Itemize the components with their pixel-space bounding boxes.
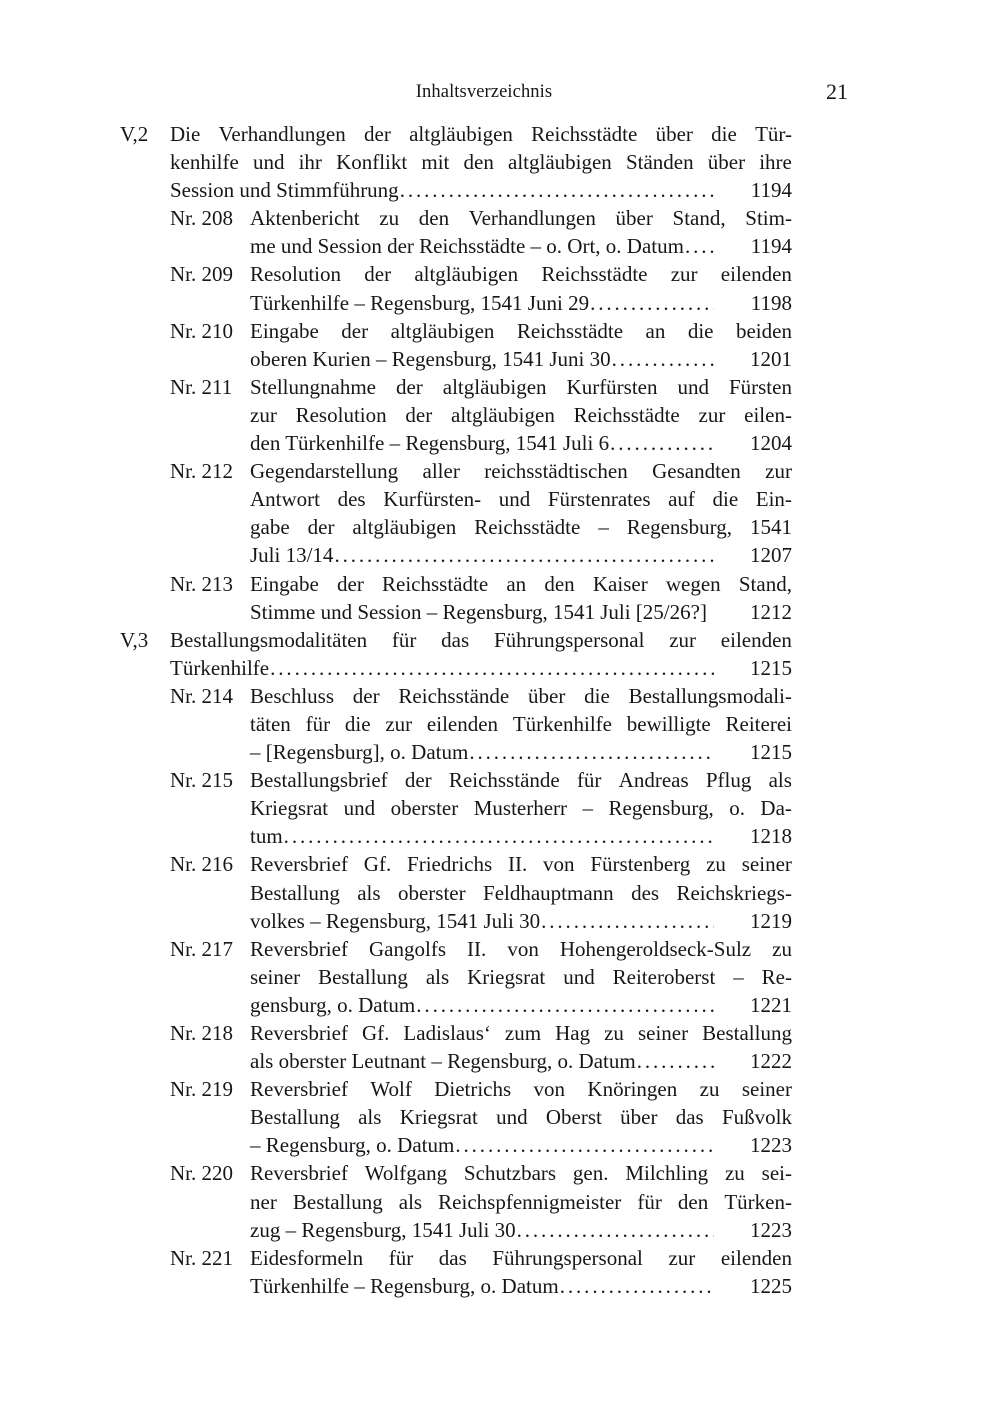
toc-entry[interactable] — [120, 766, 848, 850]
toc-tail-text: den Türkenhilfe – Regensburg, 1541 Juli 6 — [250, 431, 610, 456]
toc-text-line: ner Bestallung als Reichspfennigmeister für den Türken- — [250, 1189, 792, 1214]
toc-tail-line — [250, 738, 792, 766]
dot-leader — [612, 345, 714, 373]
toc-text-line: Gegendarstellung aller reichsstädtischen Gesandten zur — [250, 459, 792, 484]
dot-leader — [610, 429, 714, 457]
toc-item-number: Nr. 217 — [170, 936, 233, 961]
page-folio: 21 — [826, 79, 848, 104]
toc-page-number: 1221 — [750, 992, 792, 1017]
toc-entry[interactable] — [120, 260, 848, 316]
toc-item-number: Nr. 220 — [170, 1161, 233, 1186]
toc-text-line: zur Resolution der altgläubigen Reichsstädte zur eilen- — [250, 402, 792, 427]
toc-item-number: Nr. 210 — [170, 318, 233, 343]
toc-text-line: kenhilfe und ihr Konflikt mit den altgläubigen Ständen über ihre — [170, 150, 792, 175]
toc-text-line: Bestallung als oberster Feldhauptmann des Reichskriegs- — [250, 880, 792, 905]
toc-text-line: seiner Bestallung als Kriegsrat und Reiteroberst – Re- — [250, 964, 792, 989]
dot-leader — [685, 232, 714, 260]
toc-tail-line — [250, 598, 792, 626]
dot-leader — [541, 907, 714, 935]
toc-item-number: Nr. 219 — [170, 1077, 233, 1102]
toc-entry-text — [250, 1075, 792, 1159]
toc-tail-text: volkes – Regensburg, 1541 Juli 30 — [250, 908, 541, 933]
toc-text-line: Reversbrief Gf. Friedrichs II. von Fürstenberg zu seiner — [250, 852, 792, 877]
toc-page-number: 1194 — [750, 234, 792, 259]
toc-tail-text: Türkenhilfe — [170, 655, 270, 680]
toc-item-number: Nr. 215 — [170, 768, 233, 793]
toc-tail-text: gensburg, o. Datum — [250, 992, 416, 1017]
toc-page-number: 1194 — [750, 178, 792, 203]
toc-item-number: Nr. 213 — [170, 571, 233, 596]
toc-tail-text: oberen Kurien – Regensburg, 1541 Juni 30 — [250, 346, 611, 371]
toc-tail-line — [250, 1131, 792, 1159]
toc-tail-line — [250, 991, 792, 1019]
dot-leader — [517, 1216, 714, 1244]
toc-page-number: 1212 — [750, 599, 792, 624]
toc-tail-line — [170, 176, 792, 204]
dot-leader — [590, 289, 714, 317]
toc-tail-line — [250, 1047, 792, 1075]
toc-tail-line — [250, 232, 792, 260]
toc-tail-text: Türkenhilfe – Regensburg, 1541 Juni 29 — [250, 290, 590, 315]
toc-page-number: 1225 — [750, 1273, 792, 1298]
dot-leader — [270, 654, 714, 682]
toc-entry[interactable] — [120, 317, 848, 373]
toc-tail-text: me und Session der Reichsstädte – o. Ort, o. Datum — [250, 234, 684, 259]
toc-page-number: 1223 — [750, 1133, 792, 1158]
toc-entry[interactable] — [120, 1075, 848, 1159]
toc-item-number: Nr. 211 — [170, 374, 233, 399]
toc-tail-line — [170, 654, 792, 682]
toc-entry-text — [250, 1019, 792, 1075]
toc-page-number: 1222 — [750, 1049, 792, 1074]
toc-entry-text — [250, 682, 792, 766]
toc-list — [120, 120, 848, 1300]
running-head — [120, 78, 848, 106]
toc-text-line: Bestallung als Kriegsrat und Oberst über das Fußvolk — [250, 1105, 792, 1130]
toc-page-number: 1215 — [750, 655, 792, 680]
toc-entry-text — [250, 1244, 792, 1300]
toc-page-number: 1218 — [750, 824, 792, 849]
toc-entry[interactable] — [120, 1019, 848, 1075]
toc-entry[interactable] — [120, 850, 848, 934]
toc-text-line: Die Verhandlungen der altgläubigen Reichsstädte über die Tür- — [170, 122, 792, 146]
dot-leader — [469, 738, 714, 766]
toc-entry-text — [250, 317, 792, 373]
toc-tail-text: – [Regensburg], o. Datum — [250, 740, 469, 765]
toc-item-number: Nr. 214 — [170, 683, 233, 708]
toc-page-number: 1219 — [750, 908, 792, 933]
toc-text-line: täten für die zur eilenden Türkenhilfe bewilligte Reiterei — [250, 711, 792, 736]
toc-entry-text — [170, 626, 792, 682]
toc-text-line: Reversbrief Gangolfs II. von Hohengeroldseck-Sulz zu — [250, 936, 792, 961]
dot-leader — [416, 991, 714, 1019]
toc-tail-text: Türkenhilfe – Regensburg, o. Datum — [250, 1273, 559, 1298]
toc-page-number: 1198 — [750, 290, 792, 315]
toc-text-line: Eidesformeln für das Führungspersonal zur eilenden — [250, 1245, 792, 1270]
toc-text-line: Reversbrief Wolfgang Schutzbars gen. Milchling zu sei- — [250, 1161, 792, 1186]
toc-text-line: Beschluss der Reichsstände über die Bestallungsmodali- — [250, 683, 792, 708]
toc-item-number: Nr. 218 — [170, 1021, 233, 1045]
toc-entry[interactable] — [120, 626, 848, 682]
toc-tail-line — [250, 822, 792, 850]
toc-entry-text — [250, 204, 792, 260]
toc-tail-text: Juli 13/14 — [250, 543, 334, 568]
toc-entry[interactable] — [120, 1159, 848, 1243]
toc-entry[interactable] — [120, 457, 848, 569]
toc-entry[interactable] — [120, 120, 848, 204]
toc-entry-text — [250, 766, 792, 850]
toc-tail-line — [250, 429, 792, 457]
toc-page-number: 1207 — [750, 543, 792, 568]
toc-section-label: V,3 — [120, 627, 149, 652]
toc-entry[interactable] — [120, 570, 848, 626]
toc-text-line: Bestallungsbrief der Reichsstände für Andreas Pflug als — [250, 768, 792, 793]
toc-text-line: Resolution der altgläubigen Reichsstädte zur eilenden — [250, 262, 792, 287]
toc-text-line: Eingabe der Reichsstädte an den Kaiser wegen Stand, — [250, 571, 792, 596]
toc-entry-text — [250, 935, 792, 1019]
toc-entry-text — [250, 1159, 792, 1243]
dot-leader — [637, 1047, 714, 1075]
toc-tail-line — [250, 541, 792, 569]
toc-tail-line — [250, 907, 792, 935]
toc-text-line: Antwort des Kurfürsten- und Fürstenrates auf die Ein- — [250, 487, 792, 512]
toc-tail-line — [250, 1272, 792, 1300]
toc-entry[interactable] — [120, 373, 848, 457]
toc-entry[interactable] — [120, 935, 848, 1019]
toc-text-line: gabe der altgläubigen Reichsstädte – Regensburg, 1541 — [250, 515, 792, 540]
toc-section-label: V,2 — [120, 122, 149, 146]
toc-tail-line — [250, 1216, 792, 1244]
toc-page-number: 1204 — [750, 431, 792, 456]
toc-tail-text: Stimme und Session – Regensburg, 1541 Juli [25/26?] — [250, 599, 707, 624]
toc-tail-text: tum — [250, 824, 283, 849]
toc-page-number: 1215 — [750, 740, 792, 765]
toc-entry-text — [250, 570, 792, 626]
toc-entry[interactable] — [120, 682, 848, 766]
toc-entry[interactable] — [120, 204, 848, 260]
toc-tail-line — [250, 345, 792, 373]
toc-text-line: Kriegsrat und oberster Musterherr – Regensburg, o. Da- — [250, 796, 792, 821]
toc-entry-text — [250, 260, 792, 316]
toc-tail-text: Session und Stimmführung — [170, 178, 399, 203]
toc-entry-text — [250, 373, 792, 457]
toc-tail-line — [250, 289, 792, 317]
toc-text-line: Reversbrief Wolf Dietrichs von Knöringen zu seiner — [250, 1077, 792, 1102]
toc-item-number: Nr. 208 — [170, 206, 233, 231]
toc-text-line: Stellungnahme der altgläubigen Kurfürsten und Fürsten — [250, 374, 792, 399]
toc-text-line: Reversbrief Gf. Ladislaus‘ zum Hag zu seiner Bestallung — [250, 1021, 792, 1045]
toc-page-number: 1223 — [750, 1217, 792, 1242]
toc-entry-text — [170, 120, 792, 204]
toc-item-number: Nr. 216 — [170, 852, 233, 877]
dot-leader — [400, 176, 714, 204]
toc-text-line: Eingabe der altgläubigen Reichsstädte an die beiden — [250, 318, 792, 343]
dot-leader — [334, 541, 714, 569]
toc-item-number: Nr. 209 — [170, 262, 233, 287]
toc-entry-text — [250, 457, 792, 569]
toc-text-line: Bestallungsmodalitäten für das Führungspersonal zur eilenden — [170, 627, 792, 652]
running-head-title: Inhaltsverzeichnis — [415, 82, 553, 102]
dot-leader — [284, 822, 714, 850]
dot-leader — [455, 1131, 714, 1159]
toc-entry[interactable] — [120, 1244, 848, 1300]
toc-item-number: Nr. 221 — [170, 1245, 233, 1270]
toc-page-number: 1201 — [750, 346, 792, 371]
toc-item-number: Nr. 212 — [170, 459, 233, 484]
dot-leader — [560, 1272, 714, 1300]
toc-tail-text: – Regensburg, o. Datum — [250, 1133, 455, 1158]
toc-tail-text: zug – Regensburg, 1541 Juli 30 — [250, 1217, 516, 1242]
toc-tail-text: als oberster Leutnant – Regensburg, o. Datum — [250, 1049, 636, 1074]
toc-entry-text — [250, 850, 792, 934]
toc-text-line: Aktenbericht zu den Verhandlungen über Stand, Stim- — [250, 206, 792, 231]
